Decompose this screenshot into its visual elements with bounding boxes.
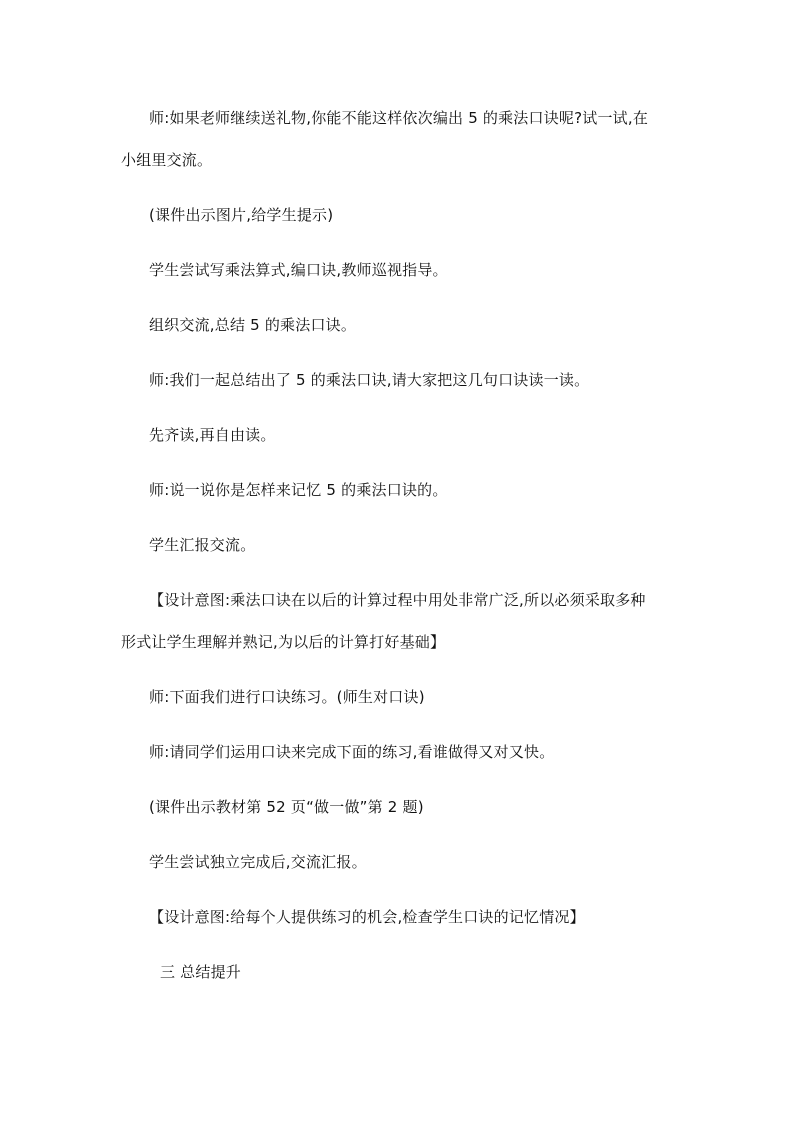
section-heading-summary: 三 总结提升 — [160, 963, 241, 981]
paragraph-teacher-read: 师:我们一起总结出了 5 的乘法口诀,请大家把这几句口诀读一读。 — [149, 371, 590, 389]
paragraph-read-aloud: 先齐读,再自由读。 — [149, 426, 276, 444]
paragraph-organize-exchange: 组织交流,总结 5 的乘法口诀。 — [149, 316, 357, 334]
paragraph-oral-practice: 师:下面我们进行口诀练习。(师生对口诀) — [149, 688, 425, 706]
paragraph-design-intent-1-line1: 【设计意图:乘法口诀在以后的计算过程中用处非常广泛,所以必须采取多种 — [149, 591, 646, 609]
paragraph-design-intent-2: 【设计意图:给每个人提供练习的机会,检查学生口诀的记忆情况】 — [149, 908, 585, 926]
paragraph-independent-work: 学生尝试独立完成后,交流汇报。 — [149, 853, 367, 871]
paragraph-textbook-exercise: (课件出示教材第 52 页“做一做”第 2 题) — [149, 798, 424, 816]
paragraph-teacher-question-line2: 小组里交流。 — [121, 151, 213, 169]
paragraph-design-intent-1-line2: 形式让学生理解并熟记,为以后的计算打好基础】 — [121, 633, 446, 651]
paragraph-teacher-exercise: 师:请同学们运用口诀来完成下面的练习,看谁做得又对又快。 — [149, 743, 555, 761]
paragraph-courseware-hint: (课件出示图片,给学生提示) — [149, 206, 334, 224]
paragraph-teacher-memorize: 师:说一说你是怎样来记忆 5 的乘法口诀的。 — [149, 481, 448, 499]
paragraph-students-write: 学生尝试写乘法算式,编口诀,教师巡视指导。 — [149, 261, 448, 279]
paragraph-teacher-question-line1: 师:如果老师继续送礼物,你能不能这样依次编出 5 的乘法口诀呢?试一试,在 — [149, 109, 649, 127]
paragraph-students-report: 学生汇报交流。 — [149, 536, 256, 554]
